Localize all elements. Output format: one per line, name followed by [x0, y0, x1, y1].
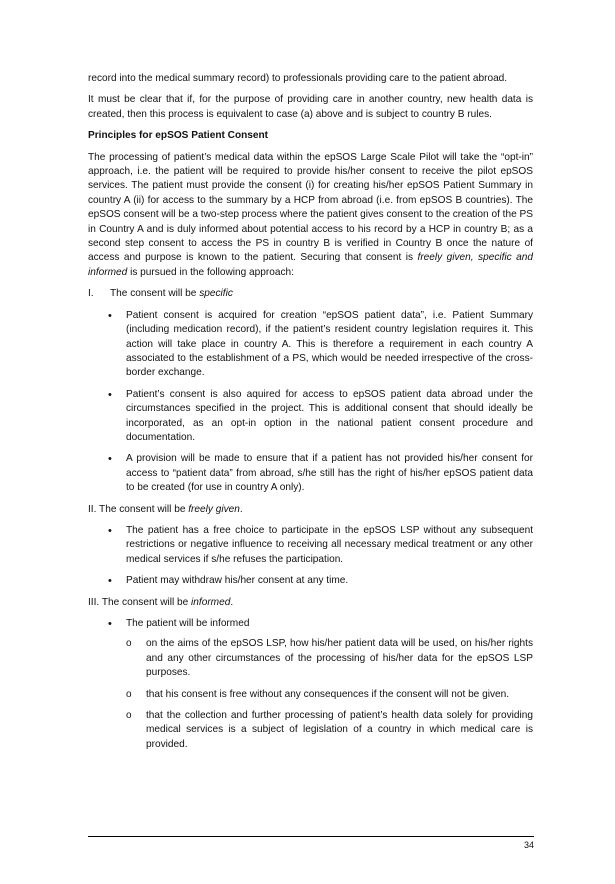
section-tail: .	[239, 503, 243, 515]
paragraph-new-health-data: It must be clear that if, for the purpose of providing care in another country, new health data is created, then this process is equivalent to case (a) above and is subject to country B rules.	[88, 94, 533, 120]
bullet-item: • The patient has a free choice to participate in the epSOS LSP without any subsequent restrictions or negative influence to receiving all necessary medical treatment or any other medical services if s/he refuses the participation.	[126, 524, 533, 567]
section-specific	[88, 287, 533, 301]
paragraph-consent-approach	[88, 151, 533, 281]
section-lead: The consent will be	[110, 288, 200, 300]
document-body	[88, 72, 533, 759]
page-number: 34	[523, 840, 534, 850]
bullet-item: • A provision will be made to ensure that if a patient has not provided his/her consent for access to “patient data” from abroad, s/he still has the right of his/her epSOS patient data to be created (for use in country A only).	[126, 452, 533, 495]
sub-bullet-item: o that his consent is free without any consequences if the consent will not be given.	[146, 688, 533, 702]
section-emphasis: informed	[191, 596, 231, 608]
consent-approach-text: The processing of patient’s medical data within the epSOS Large Scale Pilot will take the “opt-in” approach, i.e. the patient will be required to provide his/her consent to receive the pilot epSOS services. The patient must provide the consent (i) for creating his/her epSOS Patient Summary in country A (ii) for access to the summary by a HCP from abroad (i.e. from epSOS B countries). The epSOS consent will be a two-step process where the patient gives consent to the creation of the PS in Country A and is duly informed about potential access to his record by a HCP in country B; as a second step consent to access the PS in country B is verified in Country B once the nature of access and purpose is known to the patient. Securing that consent is	[88, 151, 533, 264]
bullet-item: • Patient consent is acquired for creation “epSOS patient data”, i.e. Patient Summary (including medication record), if the patient’s resident country legislation requires it. This action will take place in country A. This is therefore a requirement in each country A associated to the establishment of a PS, which would be needed irrespective of the cross-border exchange.	[126, 309, 533, 381]
bullet-item: • Patient may withdraw his/her consent at any time.	[126, 574, 533, 588]
paragraph-continuation: record into the medical summary record) to professionals providing care to the patient abroad.	[88, 73, 508, 84]
section-lead: II. The consent will be	[88, 503, 189, 515]
sub-bullet-item: o on the aims of the epSOS LSP, how his/her patient data will be used, on his/her rights and any other circumstances of the processing of his/her data for the epSOS LSP purposes.	[146, 637, 533, 680]
specific-bullet-list	[88, 309, 533, 496]
section-number: I.	[88, 288, 94, 300]
informed-bullet-list	[88, 617, 533, 752]
bullet-text: The patient will be informed	[126, 618, 250, 629]
section-heading: Principles for epSOS Patient Consent	[88, 130, 269, 142]
footer-divider	[88, 836, 534, 837]
bullet-item	[126, 617, 533, 752]
informed-sub-list	[126, 637, 533, 752]
bullet-item: • Patient’s consent is also aquired for access to epSOS patient data abroad under the circumstances specified in the project. This is additional consent that should ideally be incorporated, as an opt-in option in the national patient consent procedure and documentation.	[126, 388, 533, 446]
consent-approach-tail: is pursued in the following approach:	[127, 266, 294, 278]
section-emphasis: freely given	[188, 503, 240, 515]
consent-approach-emphasis: freely given, specific and informed	[88, 252, 533, 278]
freely-given-bullet-list	[88, 524, 533, 589]
section-tail: .	[230, 596, 234, 608]
sub-bullet-item: o that the collection and further processing of patient’s health data solely for providing medical services is a subject of legislation of a country in which medical care is provided.	[146, 709, 533, 752]
section-informed	[88, 596, 533, 610]
section-lead: III. The consent will be	[88, 596, 192, 608]
section-freely-given	[88, 503, 533, 517]
section-emphasis: specific	[199, 288, 233, 300]
